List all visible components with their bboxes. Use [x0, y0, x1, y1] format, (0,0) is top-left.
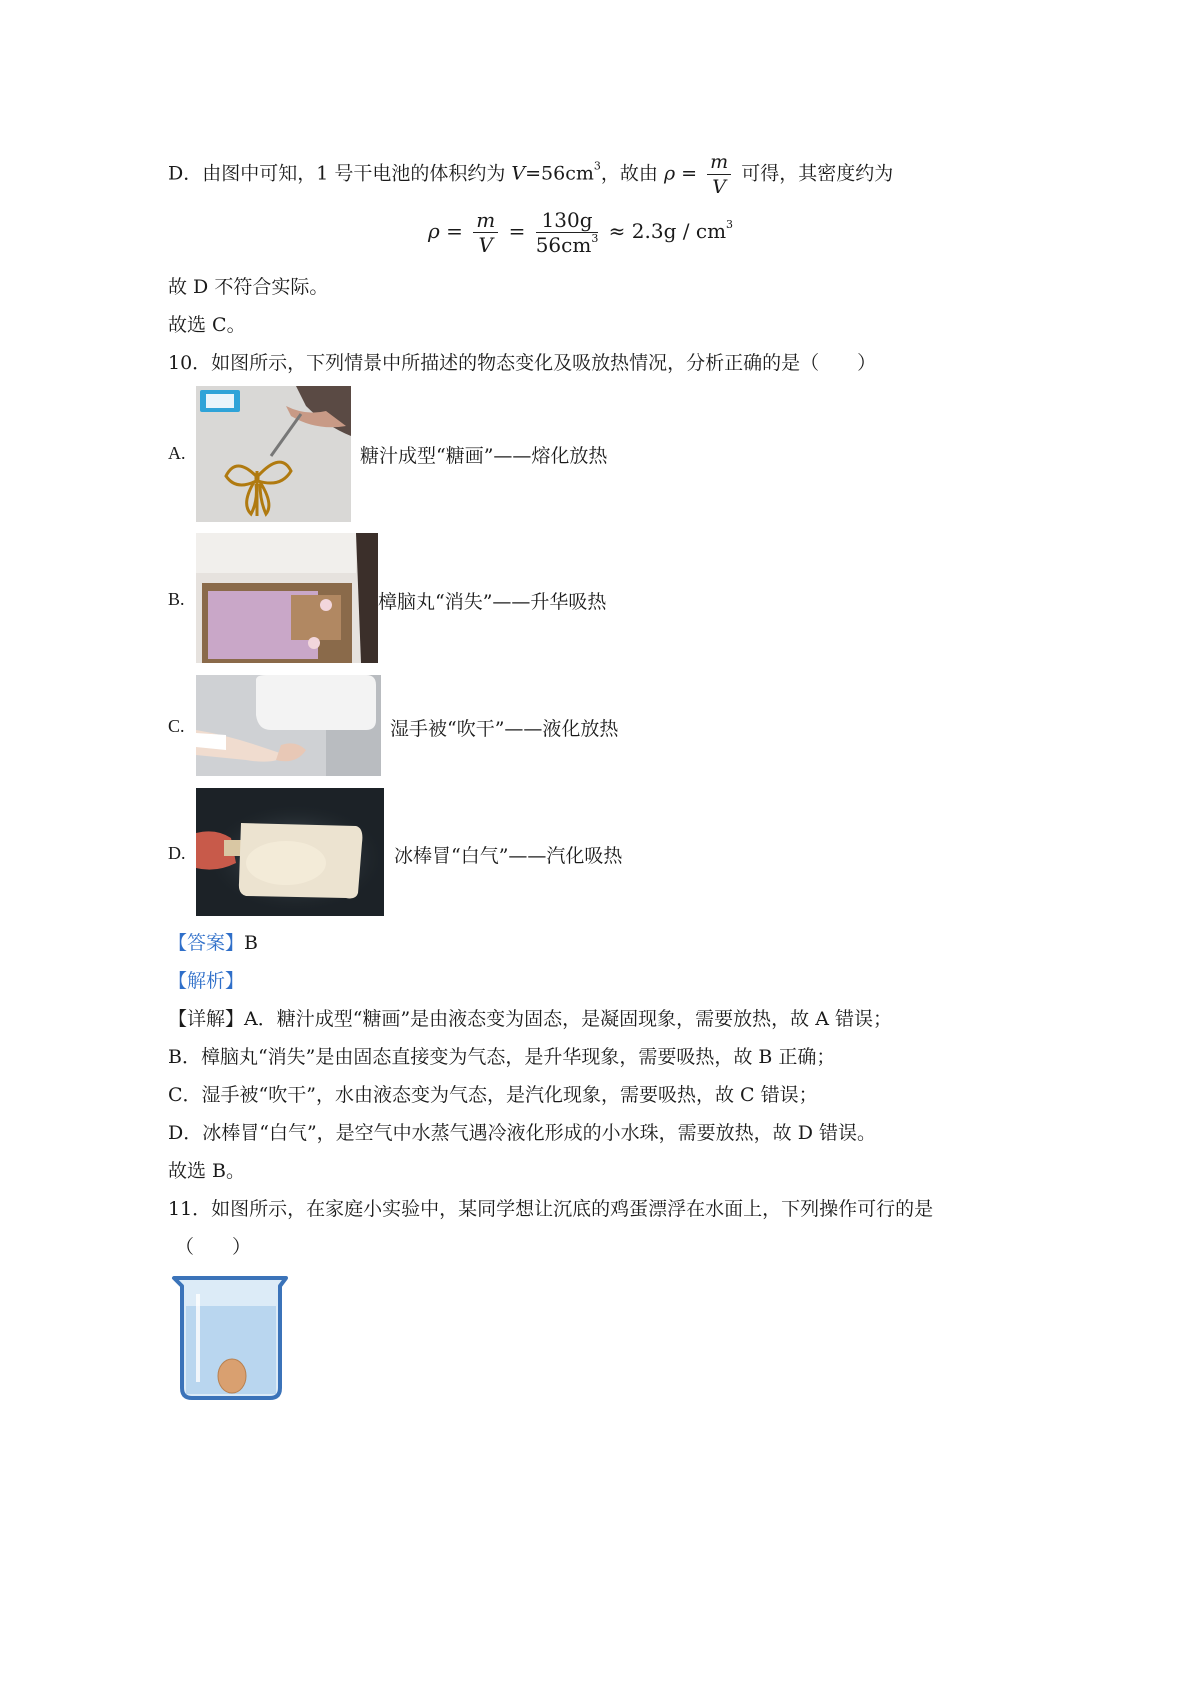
q10-option-b-letter: B.: [168, 589, 185, 609]
option-c-photo-hand-dryer: [196, 675, 381, 776]
q10-option-b-text: 樟脑丸“消失”——升华吸热: [378, 591, 607, 613]
popsicle-illustration: [196, 788, 384, 916]
q11-stem-cont: （ ）: [175, 1236, 252, 1258]
detail-label: 【详解】: [168, 1008, 245, 1030]
q10-option-a-letter: A.: [168, 443, 186, 463]
option-a-photo-sugar-painting: [196, 386, 351, 522]
density-fraction-inline: $\frac{m}{V}$: [707, 150, 731, 199]
q10-option-a-text: 糖汁成型“糖画”——熔化放热: [360, 445, 608, 467]
q10-answer-line: [168, 930, 258, 956]
density-formula: ρ = $\frac{m}{V}$ = $\frac{130g}{56cm^3}$ ≈ $2.3g / cm^3$: [428, 208, 734, 257]
option-d-photo-popsicle: [196, 788, 384, 916]
q9-answer: 故选 C。: [168, 314, 246, 336]
detail-line-d: D．冰棒冒“白气”，是空气中水蒸气遇冷液化形成的小水珠，需要放热，故 D 错误。: [168, 1122, 876, 1144]
answer-label: 【答案】: [168, 932, 245, 954]
hand-dryer-illustration: [196, 675, 381, 776]
detail-line-c: C．湿手被“吹干”，水由液态变为气态，是汽化现象，需要吸热，故 C 错误；: [168, 1084, 818, 1106]
q11-stem: 11．如图所示，在家庭小实验中，某同学想让沉底的鸡蛋漂浮在水面上，下列操作可行的是: [168, 1198, 934, 1220]
q10-option-d-letter: D.: [168, 843, 186, 863]
detail-line-a: 【详解】A．糖汁成型“糖画”是由液态变为固态，是凝固现象，需要放热，故 A 错误；: [168, 1008, 892, 1030]
q10-option-c-text: 湿手被“吹干”——液化放热: [390, 718, 619, 740]
beaker-egg-illustration: [168, 1272, 292, 1402]
analysis-label: 【解析】: [168, 970, 245, 992]
q10-option-c-letter: C.: [168, 716, 185, 736]
camphor-drawer-illustration: [196, 533, 378, 663]
q9-conclusion: 故 D 不符合实际。: [168, 276, 329, 298]
q10-final-answer: 故选 B。: [168, 1160, 246, 1182]
detail-line-b: B．樟脑丸“消失”是由固态直接变为气态，是升华现象，需要吸热，故 B 正确；: [168, 1046, 836, 1068]
answer-value: B: [244, 932, 258, 954]
q9-option-d-line: D．由图中可知，1 号干电池的体积约为 $V=56cm^3$，故由 ρ = $\frac{m}{V}$ 可得，其密度约为: [168, 151, 894, 198]
q10-option-d-text: 冰棒冒“白气”——汽化吸热: [394, 845, 623, 867]
q10-stem: 10．如图所示，下列情景中所描述的物态变化及吸放热情况，分析正确的是（ ）: [168, 352, 877, 374]
sugar-painting-illustration: [196, 386, 351, 522]
option-b-photo-camphor-drawer: [196, 533, 378, 663]
